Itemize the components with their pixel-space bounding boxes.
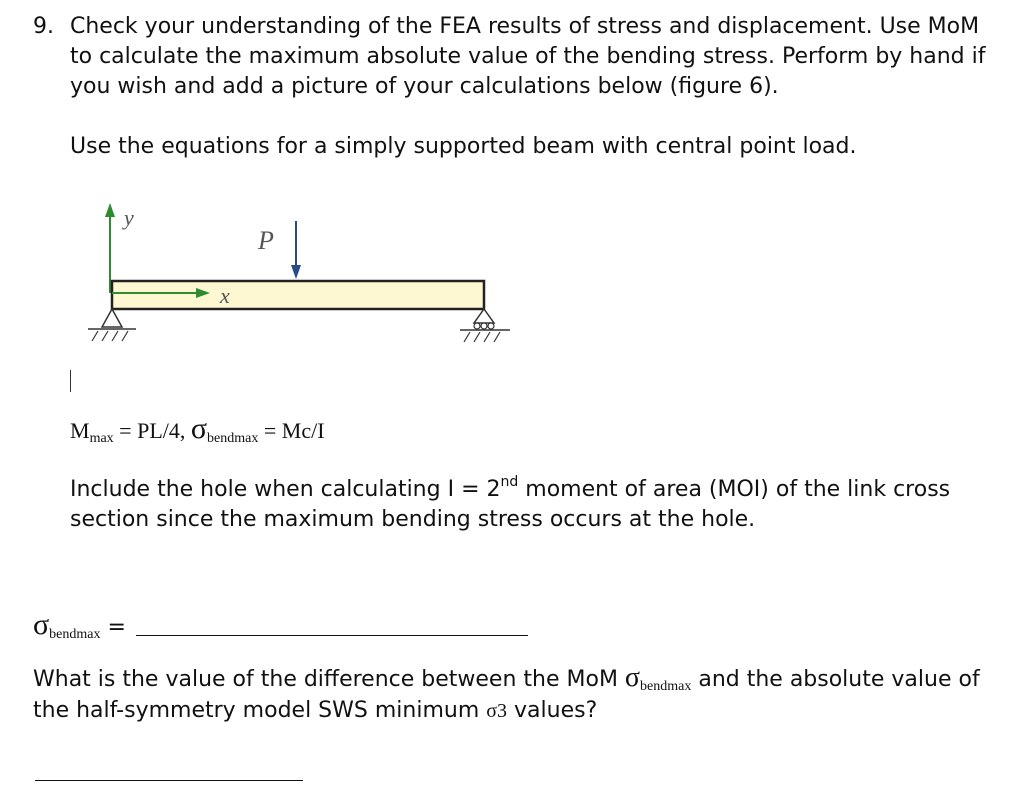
equation-part2: = Mc/I	[258, 418, 325, 443]
question-line-2: to calculate the maximum absolute value of the bending stress. Perform by hand if	[70, 44, 986, 69]
answer-sigma-row	[33, 608, 528, 643]
equation-part1: = PL/4,	[113, 418, 191, 443]
note-line-2: section since the maximum bending stress occurs at the hole.	[70, 507, 756, 532]
note-line-1: Include the hole when calculating I = 2nd moment of area (MOI) of the link cross	[70, 474, 951, 502]
text-cursor	[70, 370, 71, 392]
answer-equals: =	[100, 615, 126, 640]
beam-body	[112, 281, 484, 309]
instruction-text: Use the equations for a simply supported beam with central point load.	[70, 134, 857, 159]
left-pin-support	[88, 309, 136, 341]
load-label: P	[258, 226, 274, 255]
question-line-3: you wish and add a picture of your calculations below (figure 6).	[70, 74, 779, 99]
equation	[70, 412, 325, 447]
y-axis-label: y	[124, 205, 134, 230]
equation-m-sub: max	[89, 431, 114, 446]
beam-diagram	[70, 195, 530, 355]
answer-sigma-sub: bendmax	[49, 627, 101, 642]
equation-sigma: σ	[190, 412, 208, 445]
load-arrow-head	[291, 265, 301, 279]
equation-sigma-sub: bendmax	[207, 431, 259, 446]
right-roller-support	[460, 309, 510, 342]
question-line-1: Check your understanding of the FEA results of stress and displacement. Use MoM	[70, 14, 980, 39]
question-number: 9.	[33, 14, 54, 39]
question2-line-2: the half-symmetry model SWS minimum σ3 values?	[33, 698, 598, 723]
question2-line-1: What is the value of the difference between the MoM σbendmax and the absolute value of	[33, 662, 980, 694]
answer-sigma: σ	[33, 608, 50, 641]
equation-m: M	[70, 418, 90, 443]
answer-blank-1[interactable]	[136, 635, 528, 636]
x-axis-label: x	[220, 283, 230, 308]
y-axis-arrow	[105, 203, 115, 217]
answer-blank-2[interactable]	[35, 780, 303, 781]
